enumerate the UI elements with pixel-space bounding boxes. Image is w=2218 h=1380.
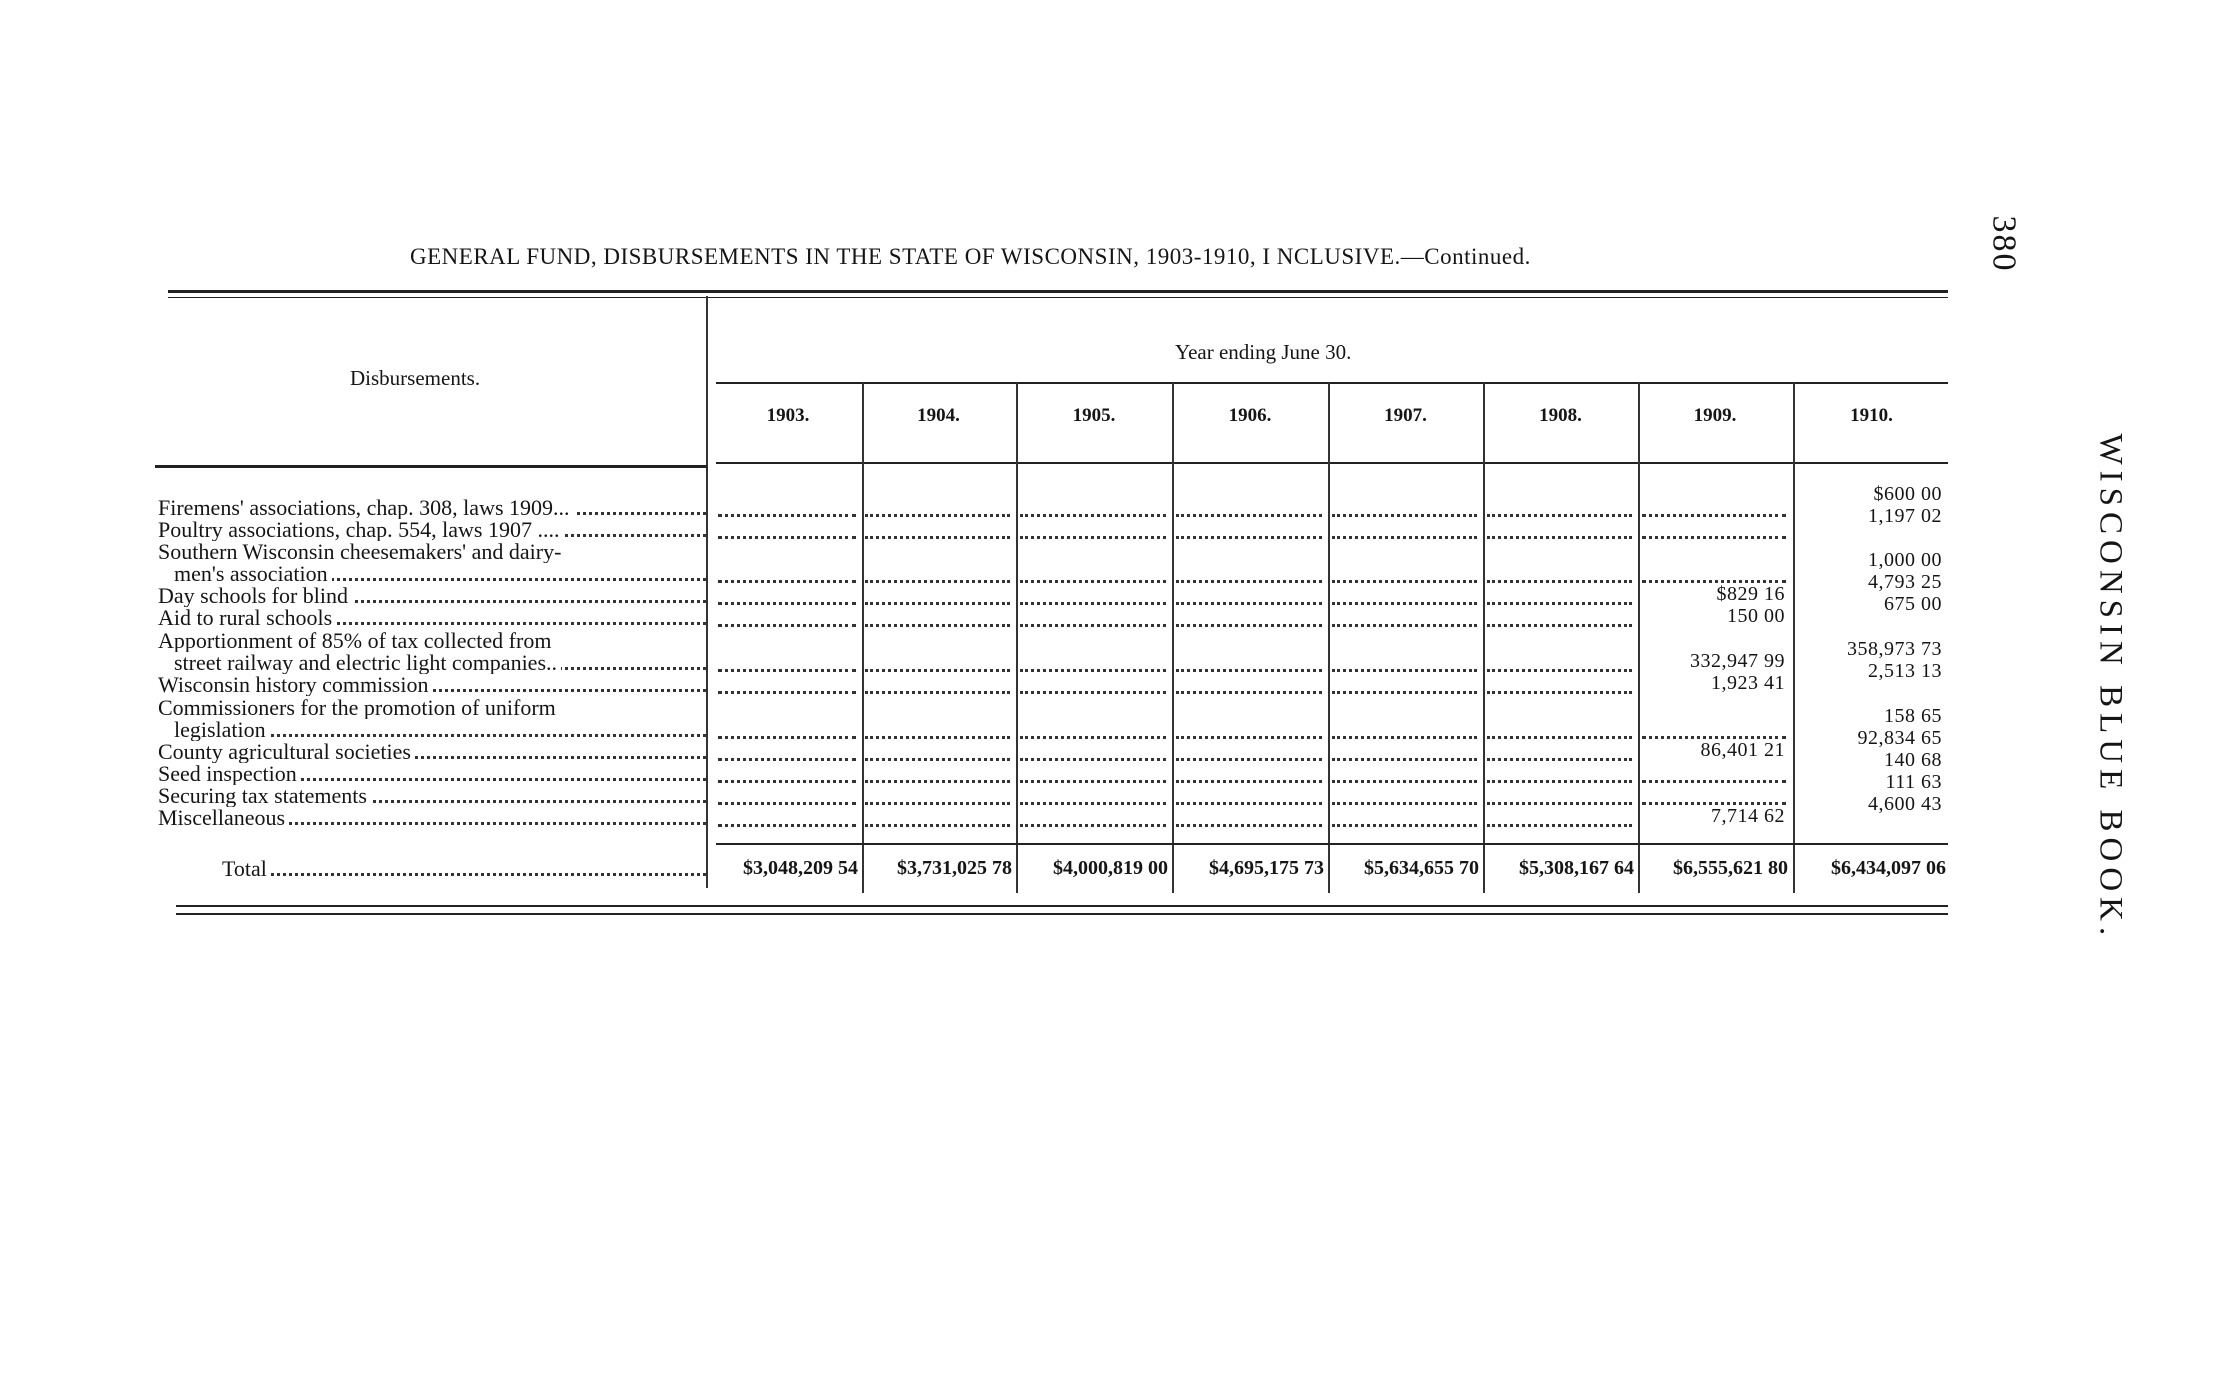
leader-dots (865, 621, 1010, 627)
row-label (158, 585, 706, 607)
leader-dots (1332, 733, 1477, 739)
leader-dots (1020, 577, 1166, 583)
leader-dots (1487, 755, 1632, 761)
leader-dots (1332, 777, 1477, 783)
table-title: GENERAL FUND, DISBURSEMENTS IN THE STATE OF WISCONSIN, 1903-1910, I NCLUSIVE.—Continued. (410, 244, 1531, 269)
row-label (158, 519, 706, 541)
year-header-3: 1905. (1072, 405, 1116, 426)
page-number: 380 (1985, 215, 2023, 273)
cell-1909: 1,923 41 (1711, 672, 1785, 694)
row-label (174, 563, 706, 585)
cell-1910: 158 65 (1884, 705, 1942, 727)
leader-dots (1642, 777, 1786, 783)
leader-dots (1487, 621, 1632, 627)
leader-dots (718, 666, 856, 672)
row-label-text: street railway and electric light companies.. (174, 652, 561, 674)
row-label (174, 719, 706, 741)
header-bottom-rule-years (716, 462, 1948, 464)
leader-dots (1176, 533, 1322, 539)
row-label-text: County agricultural societies (158, 741, 415, 763)
leader-dots (1487, 533, 1632, 539)
leader-dots (1332, 799, 1477, 805)
leader-dots (1332, 511, 1477, 517)
leader-dots (1020, 511, 1166, 517)
leader-dots (1176, 599, 1322, 605)
leader-dots (718, 599, 856, 605)
leader-dots (1487, 777, 1632, 783)
row-label-text: men's association (174, 563, 332, 585)
leader-dots (1176, 577, 1322, 583)
leader-dots (1176, 688, 1322, 694)
leader-dots (1020, 666, 1166, 672)
leader-dots (718, 755, 856, 761)
cell-1910: 111 63 (1885, 771, 1942, 793)
row-label (158, 741, 706, 763)
row-label (158, 785, 706, 807)
leader-dots (718, 577, 856, 583)
cell-1910: 2,513 13 (1868, 660, 1942, 682)
year-header-4: 1906. (1228, 405, 1272, 426)
leader-dots (865, 533, 1010, 539)
leader-dots (718, 733, 856, 739)
cell-1910: 4,793 25 (1868, 571, 1942, 593)
top-rule-thin (168, 297, 1948, 298)
column-divider (1172, 383, 1174, 893)
top-rule (168, 290, 1948, 293)
row-label (158, 697, 706, 719)
leader-dots (1176, 621, 1322, 627)
cell-1910: 4,600 43 (1868, 793, 1942, 815)
total-1904: $3,731,025 78 (897, 857, 1012, 879)
leader-dots (1332, 577, 1477, 583)
leader-dots (865, 777, 1010, 783)
cell-1910: $600 00 (1873, 483, 1942, 505)
leader-dots (1176, 666, 1322, 672)
leader-dots (1487, 577, 1632, 583)
leader-dots (1332, 599, 1477, 605)
cell-1910: 358,973 73 (1847, 638, 1942, 660)
leader-dots (865, 666, 1010, 672)
year-header-8: 1910. (1850, 405, 1893, 426)
leader-dots (1332, 688, 1477, 694)
leader-dots (1332, 821, 1477, 827)
leader-dots (1332, 666, 1477, 672)
total-1907: $5,634,655 70 (1364, 857, 1479, 879)
total-1908: $5,308,167 64 (1519, 857, 1634, 879)
year-header-1: 1903. (766, 405, 810, 426)
leader-dots (1487, 688, 1632, 694)
leader-dots (1332, 621, 1477, 627)
row-label-text: Aid to rural schools (158, 607, 336, 629)
total-1909: $6,555,621 80 (1673, 857, 1788, 879)
row-label (158, 607, 706, 629)
leader-dots (1487, 821, 1632, 827)
leader-dots (718, 821, 856, 827)
cell-1909: 150 00 (1727, 605, 1785, 627)
leader-dots (1487, 666, 1632, 672)
leader-dots (1487, 799, 1632, 805)
leader-dots (1176, 821, 1322, 827)
leader-dots (1020, 755, 1166, 761)
leader-dots (1176, 799, 1322, 805)
row-label (158, 497, 706, 519)
leader-dots (865, 755, 1010, 761)
total-1906: $4,695,175 73 (1209, 857, 1324, 879)
total-label: Total (222, 858, 706, 880)
row-label (158, 807, 706, 829)
bottom-rule-2 (176, 913, 1948, 915)
row-label-text: Miscellaneous (158, 807, 289, 829)
total-1903: $3,048,209 54 (743, 857, 858, 879)
row-label-text: Firemens' associations, chap. 308, laws 1909... (158, 497, 574, 519)
leader-dots (718, 799, 856, 805)
cell-1910: 1,197 02 (1868, 505, 1942, 527)
row-label-text: Day schools for blind (158, 585, 352, 607)
leader-dots (718, 777, 856, 783)
leader-dots (1332, 533, 1477, 539)
cell-1910: 92,834 65 (1857, 727, 1942, 749)
leader-dots (718, 621, 856, 627)
leader-dots (1020, 688, 1166, 694)
leader-dots (1642, 511, 1786, 517)
leader-dots (865, 688, 1010, 694)
header-bottom-rule (155, 465, 707, 468)
column-divider (1016, 383, 1018, 893)
row-label-text: legislation (174, 719, 270, 741)
leader-dots (1332, 755, 1477, 761)
stub-header: Disbursements. (350, 366, 481, 390)
row-label (158, 674, 706, 696)
leader-dots (1642, 533, 1786, 539)
span-header-rule (716, 382, 1948, 384)
row-label-text: Apportionment of 85% of tax collected from (158, 630, 555, 652)
leader-dots (1020, 533, 1166, 539)
column-divider (1483, 383, 1485, 893)
total-1910: $6,434,097 06 (1831, 857, 1946, 879)
cell-1909: 86,401 21 (1700, 739, 1785, 761)
leader-dots (1020, 599, 1166, 605)
row-label (174, 652, 706, 674)
leader-dots (865, 511, 1010, 517)
leader-dots (1020, 821, 1166, 827)
total-top-rule (716, 843, 1948, 845)
row-label (158, 541, 706, 563)
row-label-text: Commissioners for the promotion of uniform (158, 697, 560, 719)
cell-1909: 332,947 99 (1690, 650, 1785, 672)
column-divider (862, 383, 864, 893)
year-header-5: 1907. (1384, 405, 1427, 426)
row-label (158, 630, 706, 652)
leader-dots (865, 733, 1010, 739)
total-1905: $4,000,819 00 (1053, 857, 1168, 879)
cell-1909: 7,714 62 (1711, 805, 1785, 827)
cell-1910: 140 68 (1884, 749, 1942, 771)
row-label (158, 763, 706, 785)
cell-1910: 675 00 (1884, 593, 1942, 615)
row-label-text: Poultry associations, chap. 554, laws 1907 .... (158, 519, 563, 541)
row-label-text: Southern Wisconsin cheesemakers' and dairy- (158, 541, 565, 563)
year-header-6: 1908. (1539, 405, 1582, 426)
leader-dots (718, 511, 856, 517)
cell-1910: 1,000 00 (1868, 549, 1942, 571)
leader-dots (1487, 733, 1632, 739)
leader-dots (1020, 733, 1166, 739)
column-divider (1328, 383, 1330, 893)
leader-dots (718, 533, 856, 539)
leader-dots (865, 821, 1010, 827)
row-label-text: Securing tax statements (158, 785, 371, 807)
stub-divider (706, 296, 708, 888)
leader-dots (1176, 733, 1322, 739)
year-header-2: 1904. (917, 405, 960, 426)
leader-dots (1487, 511, 1632, 517)
leader-dots (865, 799, 1010, 805)
leader-dots (1020, 621, 1166, 627)
span-header: Year ending June 30. (1175, 340, 1352, 364)
leader-dots (1176, 511, 1322, 517)
leader-dots (865, 599, 1010, 605)
row-label-text: Seed inspection (158, 763, 301, 785)
year-header-7: 1909. (1693, 405, 1737, 426)
leader-dots (718, 688, 856, 694)
leader-dots (1487, 599, 1632, 605)
leader-dots (1020, 799, 1166, 805)
leader-dots (1020, 777, 1166, 783)
leader-dots (865, 577, 1010, 583)
row-label-text: Wisconsin history commission (158, 674, 432, 696)
leader-dots (1176, 755, 1322, 761)
running-head: WISCONSIN BLUE BOOK. (2092, 433, 2129, 942)
cell-1909: $829 16 (1716, 583, 1785, 605)
leader-dots (1176, 777, 1322, 783)
bottom-rule (176, 905, 1948, 907)
